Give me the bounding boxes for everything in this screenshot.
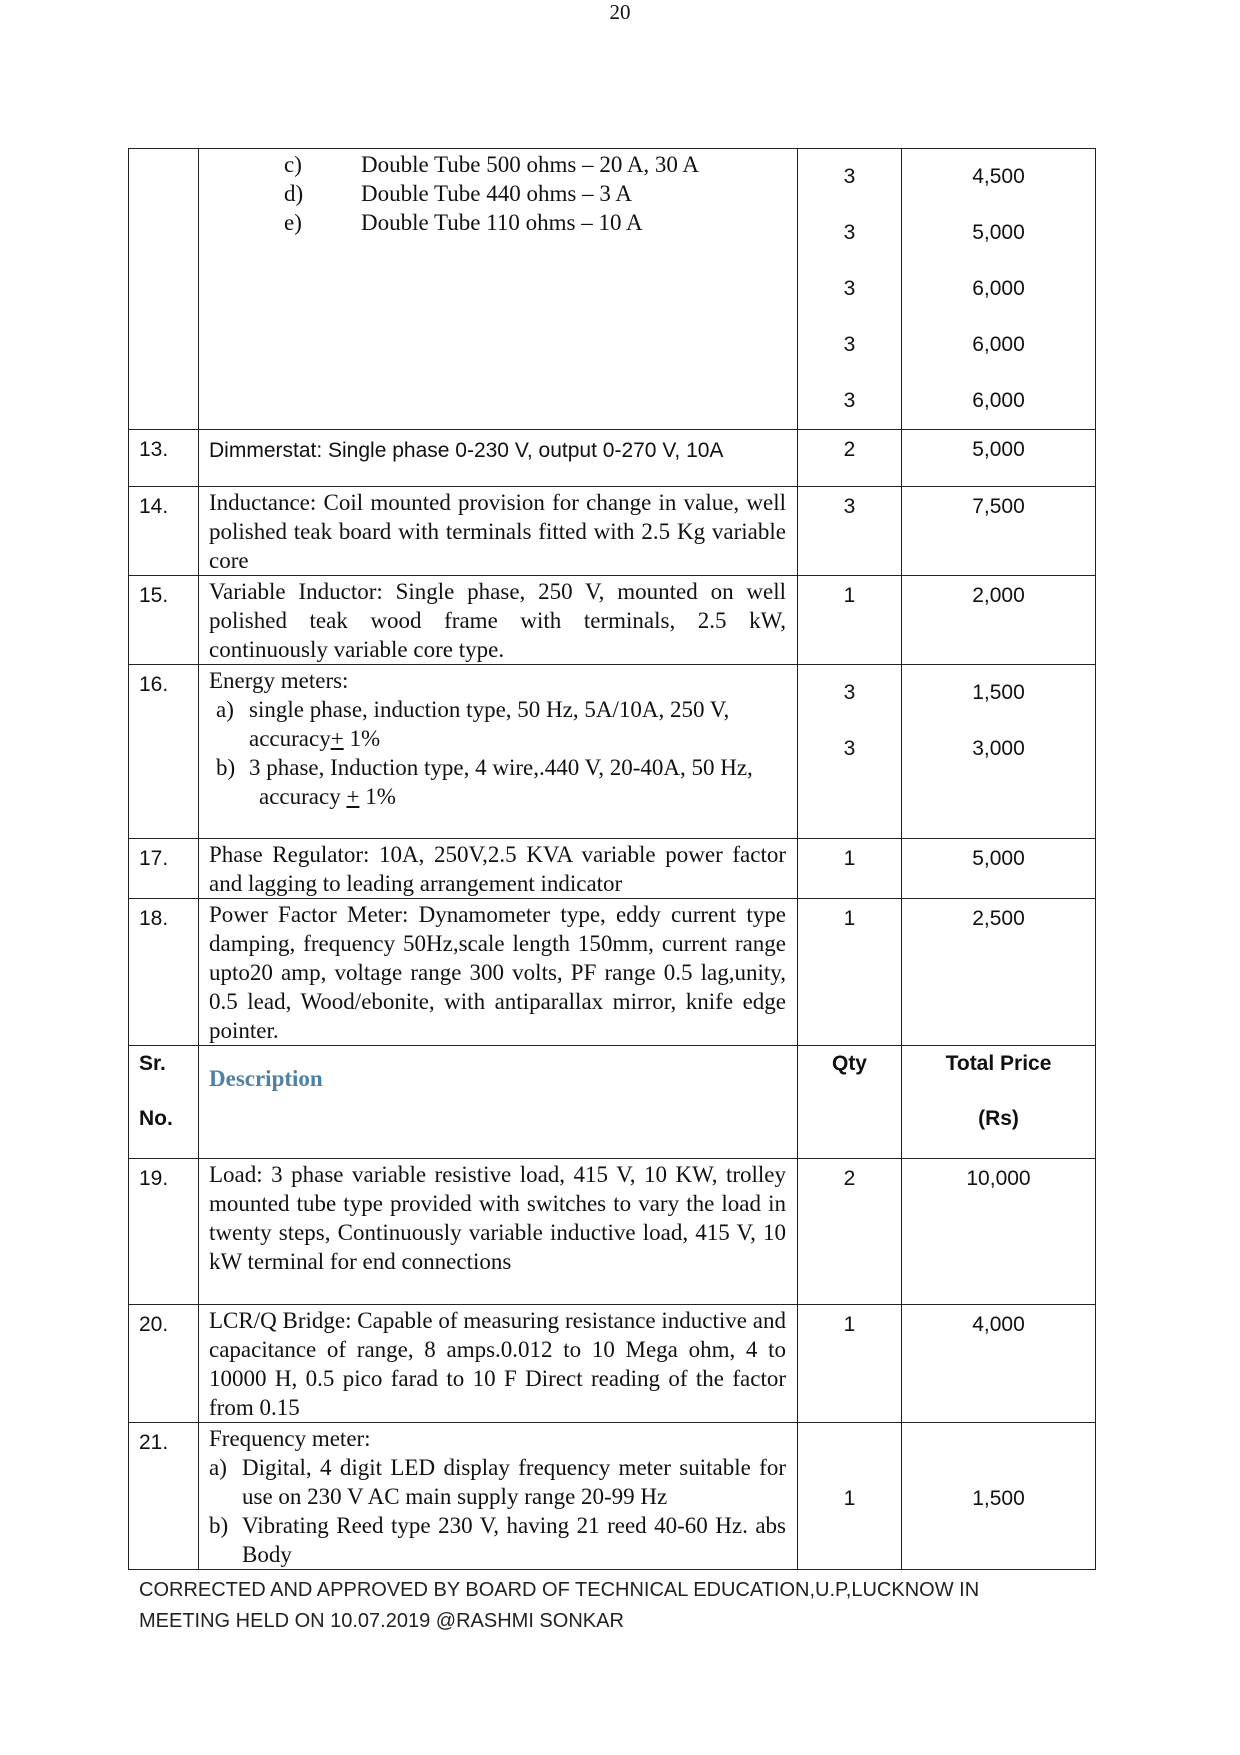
header-total-price: Total Price (Rs) [902,1046,1096,1159]
table-row [129,665,1096,839]
sub-item: e) Double Tube 110 ohms – 10 A [284,210,643,235]
header-sr-no: Sr. No. [129,1046,199,1159]
qty-cell: 3 [798,487,902,576]
header-qty: Qty [798,1046,902,1159]
desc-cell: Frequency meter: a) Digital, 4 digit LED display frequency meter suitable for use on 230 V AC main supply range 20-99 Hz b) Vibrating Reed type 230 V, having 21 reed 40-60 Hz. abs Body [199,1423,798,1570]
desc-cell: Load: 3 phase variable resistive load, 415 V, 10 KW, trolley mounted tube type provided with switches to vary the load in twenty steps, Continuously variable inductive load, 415 V, 10 kW terminal for end connections [199,1159,798,1305]
sr-cell: 14. [129,487,199,576]
sub-item: c) Double Tube 500 ohms – 20 A, 30 A [284,152,700,177]
sr-cell: 21. [129,1423,199,1570]
desc-cell: LCR/Q Bridge: Capable of measuring resistance inductive and capacitance of range, 8 amps.0.012 to 10 Mega ohm, 4 to 10000 H, 0.5 pico farad to 10 F Direct reading of the factor from 0.15 [199,1305,798,1423]
sub-item: b) 3 phase, Induction type, 4 wire,.440 V, 20-40A, 50 Hz, accuracy + 1% [216,755,753,809]
table-row [129,899,1096,1046]
sr-cell: 16. [129,665,199,839]
desc-cell: Power Factor Meter: Dynamometer type, eddy current type damping, frequency 50Hz,scale length 150mm, current range upto20 amp, voltage range 300 volts, PF range 0.5 lag,unity, 0.5 lead, Wood/ebonite, with antiparallax mirror, knife edge pointer. [199,899,798,1046]
qty-cell: 2 [798,430,902,487]
table-row [129,430,1096,487]
sub-item: b) Vibrating Reed type 230 V, having 21 reed 40-60 Hz. abs Body [209,1513,786,1567]
qty-cell: 1 [798,1305,902,1423]
sr-cell: 20. [129,1305,199,1423]
header-description: Description [199,1046,798,1159]
sr-cell [129,149,199,430]
table-row [129,1305,1096,1423]
page-number: 20 [609,0,631,24]
table-row [129,487,1096,576]
table-row [129,1159,1096,1305]
sr-cell: 17. [129,839,199,899]
desc-cell: Energy meters: a) single phase, induction type, 50 Hz, 5A/10A, 250 V, accuracy+ 1% b) 3 phase, Induction type, 4 wire,.440 V, 20-40A, 50 Hz, accuracy + 1% [199,665,798,839]
approval-footer: CORRECTED AND APPROVED BY BOARD OF TECHNICAL EDUCATION,U.P,LUCKNOW IN MEETING HELD ON 10.07.2019 @RASHMI SONKAR [139,1579,980,1632]
equipment-table [128,148,1096,1570]
sr-cell: 15. [129,576,199,665]
sr-cell: 19. [129,1159,199,1305]
qty-cell: 3 3 3 3 3 [798,149,902,430]
qty-cell: 2 [798,1159,902,1305]
qty-cell: 3 3 [798,665,902,839]
desc-cell: Phase Regulator: 10A, 250V,2.5 KVA variable power factor and lagging to leading arrangement indicator [199,839,798,899]
price-cell: 10,000 [902,1159,1096,1305]
price-cell: 1,500 3,000 [902,665,1096,839]
qty-cell: 1 [798,839,902,899]
qty-cell: 1 [798,576,902,665]
table-row-continued [129,149,1096,430]
sub-item-list [209,150,786,237]
price-cell: 2,000 [902,576,1096,665]
price-cell: 5,000 [902,430,1096,487]
price-cell: 1,500 [902,1423,1096,1570]
desc-cell: Variable Inductor: Single phase, 250 V, mounted on well polished teak wood frame with terminals, 2.5 kW, continuously variable core type. [199,576,798,665]
qty-cell: 1 [798,1423,902,1570]
price-cell: 7,500 [902,487,1096,576]
price-cell: 4,500 5,000 6,000 6,000 6,000 [902,149,1096,430]
sr-cell: 18. [129,899,199,1046]
price-cell: 2,500 [902,899,1096,1046]
sub-item: a) single phase, induction type, 50 Hz, 5A/10A, 250 V, accuracy+ 1% [216,697,730,751]
desc-cell: Dimmerstat: Single phase 0-230 V, output 0-270 V, 10A [199,430,798,487]
table-header-row [129,1046,1096,1159]
price-cell: 4,000 [902,1305,1096,1423]
qty-cell: 1 [798,899,902,1046]
sub-item: a) Digital, 4 digit LED display frequency meter suitable for use on 230 V AC main supply range 20-99 Hz [209,1455,786,1509]
table-row [129,1423,1096,1570]
desc-cell [199,149,798,430]
sub-item: d) Double Tube 440 ohms – 3 A [284,181,632,206]
sr-cell: 13. [129,430,199,487]
desc-cell: Inductance: Coil mounted provision for change in value, well polished teak board with terminals fitted with 2.5 Kg variable core [199,487,798,576]
table-row [129,576,1096,665]
table-row [129,839,1096,899]
price-cell: 5,000 [902,839,1096,899]
